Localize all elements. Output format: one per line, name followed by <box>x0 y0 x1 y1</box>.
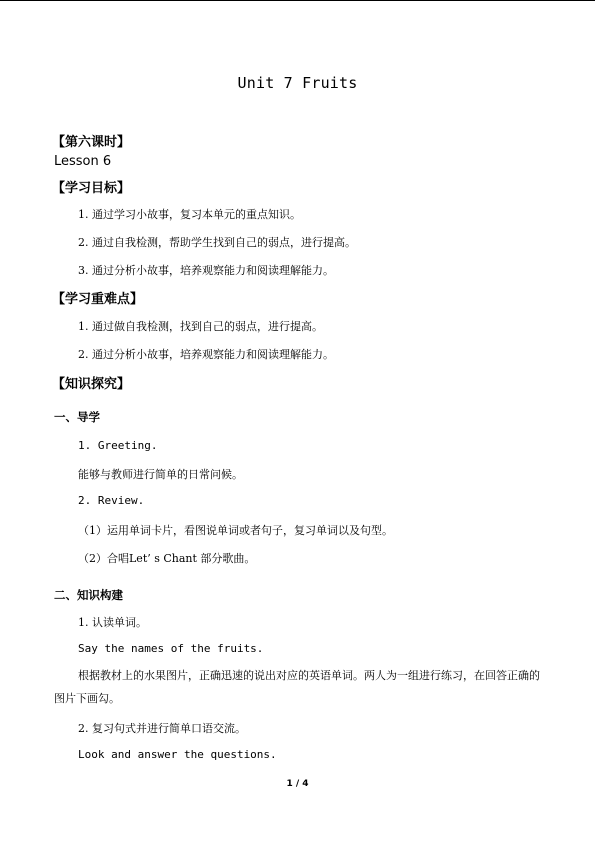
objectives-header: 【学习目标】 <box>52 181 131 196</box>
knowledge-item: 2. 复习句式并进行简单口语交流。 <box>78 722 246 735</box>
knowledge-item-english: Look and answer the questions. <box>78 748 277 761</box>
review-step: （2）合唱Let’ s Chant 部分歌曲。 <box>78 552 256 565</box>
key-points-header: 【学习重难点】 <box>52 292 144 307</box>
greeting-description: 能够与教师进行简单的日常问候。 <box>78 468 243 481</box>
key-point-item: 2. 通过分析小故事，培养观察能力和阅读理解能力。 <box>78 348 334 361</box>
section-title: 二、知识构建 <box>54 588 123 602</box>
key-point-item: 1. 通过做自我检测，找到自己的弱点，进行提高。 <box>78 320 323 333</box>
knowledge-item-english: Say the names of the fruits. <box>78 642 264 655</box>
top-border-line <box>0 0 595 1</box>
review-item: 2. Review. <box>78 494 145 507</box>
inquiry-header: 【知识探究】 <box>52 377 131 392</box>
knowledge-item: 1. 认读单词。 <box>78 616 147 629</box>
lesson-label: Lesson 6 <box>54 154 112 169</box>
greeting-item: 1. Greeting. <box>78 439 158 452</box>
period-header: 【第六课时】 <box>52 135 131 150</box>
objective-item: 3. 通过分析小故事，培养观察能力和阅读理解能力。 <box>78 264 334 277</box>
review-step: （1）运用单词卡片，看图说单词或者句子，复习单词以及句型。 <box>78 524 393 537</box>
document-title: Unit 7 Fruits <box>237 74 358 92</box>
knowledge-item-description: 根据教材上的水果图片，正确迅速的说出对应的英语单词。两人为一组进行练习，在回答正确的图片下画勾。 <box>54 669 540 705</box>
objective-item: 2. 通过自我检测，帮助学生找到自己的弱点，进行提高。 <box>78 236 356 249</box>
objective-item: 1. 通过学习小故事，复习本单元的重点知识。 <box>78 208 301 221</box>
page-number: 1 / 4 <box>286 779 309 789</box>
section-title: 一、导学 <box>54 410 100 424</box>
